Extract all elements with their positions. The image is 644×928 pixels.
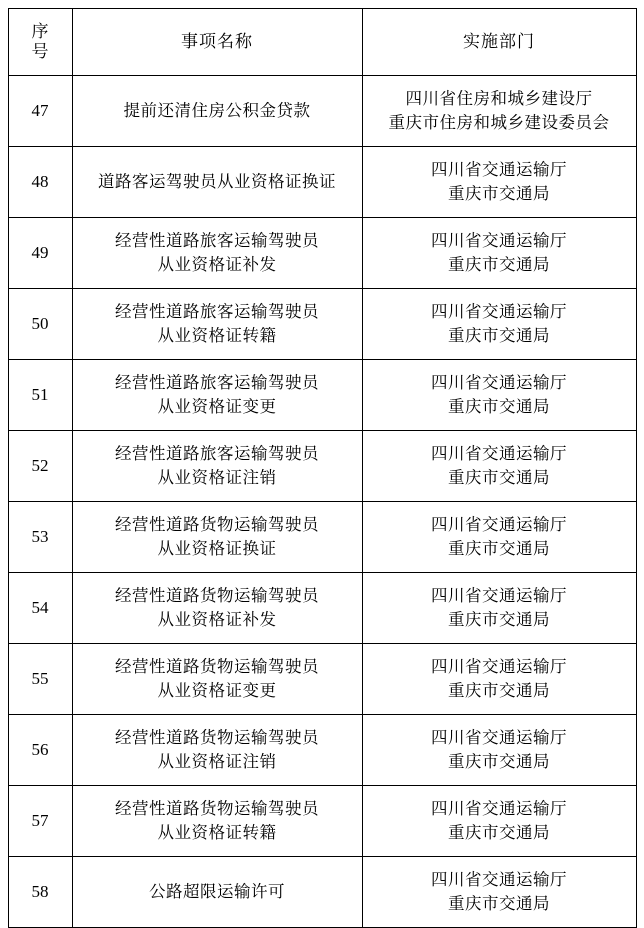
table-header-row <box>8 9 636 76</box>
table-row <box>8 147 636 218</box>
row-index: 52 <box>8 431 72 502</box>
department-line: 四川省交通运输厅 <box>431 160 567 180</box>
column-header-index-line-2: 号 <box>31 42 49 61</box>
department-line: 重庆市交通局 <box>448 397 550 416</box>
row-department <box>362 431 636 502</box>
row-matter-name <box>72 76 362 147</box>
matter-name-line: 从业资格证补发 <box>157 255 277 274</box>
matter-name-line: 经营性道路货物运输驾驶员 <box>115 586 319 606</box>
row-index: 56 <box>8 715 72 786</box>
row-matter-name <box>72 218 362 289</box>
department-line: 重庆市交通局 <box>448 326 550 345</box>
department-line: 四川省交通运输厅 <box>431 799 567 819</box>
row-department <box>362 573 636 644</box>
column-header-name: 事项名称 <box>72 9 362 76</box>
table-row <box>8 715 636 786</box>
matter-name-line: 公路超限运输许可 <box>149 882 285 902</box>
row-index: 51 <box>8 360 72 431</box>
row-matter-name <box>72 786 362 857</box>
table-row <box>8 857 636 928</box>
row-matter-name <box>72 857 362 928</box>
matters-table <box>8 8 637 928</box>
matter-name-line: 从业资格证注销 <box>157 468 277 487</box>
column-header-dept: 实施部门 <box>362 9 636 76</box>
matter-name-line: 道路客运驾驶员从业资格证换证 <box>98 172 336 192</box>
matter-name-line: 经营性道路货物运输驾驶员 <box>115 799 319 819</box>
department-line: 四川省交通运输厅 <box>431 231 567 251</box>
matter-name-line: 经营性道路货物运输驾驶员 <box>115 728 319 748</box>
row-matter-name <box>72 644 362 715</box>
department-line: 重庆市交通局 <box>448 255 550 274</box>
department-line: 四川省交通运输厅 <box>431 373 567 393</box>
row-matter-name <box>72 431 362 502</box>
matter-name-line: 从业资格证转籍 <box>157 823 277 842</box>
department-line: 重庆市交通局 <box>448 681 550 700</box>
row-department <box>362 147 636 218</box>
matter-name-line: 提前还清住房公积金贷款 <box>123 101 311 121</box>
table-row <box>8 76 636 147</box>
table-header <box>8 9 636 76</box>
row-index: 47 <box>8 76 72 147</box>
department-line: 重庆市住房和城乡建设委员会 <box>388 113 610 132</box>
table-body <box>8 76 636 928</box>
row-department <box>362 76 636 147</box>
department-line: 重庆市交通局 <box>448 752 550 771</box>
department-line: 重庆市交通局 <box>448 823 550 842</box>
table-row <box>8 786 636 857</box>
row-department <box>362 644 636 715</box>
department-line: 四川省交通运输厅 <box>431 444 567 464</box>
department-line: 重庆市交通局 <box>448 184 550 203</box>
row-index: 55 <box>8 644 72 715</box>
matter-name-line: 经营性道路旅客运输驾驶员 <box>115 302 319 322</box>
row-department <box>362 502 636 573</box>
row-matter-name <box>72 147 362 218</box>
row-matter-name <box>72 715 362 786</box>
department-line: 重庆市交通局 <box>448 539 550 558</box>
row-index: 57 <box>8 786 72 857</box>
matter-name-line: 经营性道路货物运输驾驶员 <box>115 515 319 535</box>
row-index: 53 <box>8 502 72 573</box>
department-line: 重庆市交通局 <box>448 610 550 629</box>
matter-name-line: 经营性道路旅客运输驾驶员 <box>115 444 319 464</box>
row-department <box>362 715 636 786</box>
department-line: 重庆市交通局 <box>448 894 550 913</box>
row-department <box>362 360 636 431</box>
matter-name-line: 经营性道路旅客运输驾驶员 <box>115 373 319 393</box>
row-index: 50 <box>8 289 72 360</box>
department-line: 重庆市交通局 <box>448 468 550 487</box>
table-row <box>8 218 636 289</box>
department-line: 四川省交通运输厅 <box>431 657 567 677</box>
table-row <box>8 502 636 573</box>
row-department <box>362 857 636 928</box>
row-department <box>362 786 636 857</box>
table-row <box>8 431 636 502</box>
column-header-index <box>8 9 72 76</box>
matter-name-line: 从业资格证注销 <box>157 752 277 771</box>
row-department <box>362 218 636 289</box>
department-line: 四川省交通运输厅 <box>431 870 567 890</box>
matter-name-line: 从业资格证转籍 <box>157 326 277 345</box>
department-line: 四川省住房和城乡建设厅 <box>405 89 593 109</box>
row-matter-name <box>72 573 362 644</box>
row-matter-name <box>72 360 362 431</box>
matter-name-line: 从业资格证换证 <box>157 539 277 558</box>
matter-name-line: 从业资格证补发 <box>157 610 277 629</box>
matter-name-line: 从业资格证变更 <box>157 397 277 416</box>
table-row <box>8 644 636 715</box>
matter-name-line: 从业资格证变更 <box>157 681 277 700</box>
matter-name-line: 经营性道路旅客运输驾驶员 <box>115 231 319 251</box>
department-line: 四川省交通运输厅 <box>431 515 567 535</box>
row-department <box>362 289 636 360</box>
column-header-index-line-1: 序 <box>31 22 49 42</box>
department-line: 四川省交通运输厅 <box>431 302 567 322</box>
department-line: 四川省交通运输厅 <box>431 586 567 606</box>
table-row <box>8 360 636 431</box>
row-matter-name <box>72 289 362 360</box>
row-index: 58 <box>8 857 72 928</box>
matter-name-line: 经营性道路货物运输驾驶员 <box>115 657 319 677</box>
department-line: 四川省交通运输厅 <box>431 728 567 748</box>
table-row <box>8 573 636 644</box>
row-index: 49 <box>8 218 72 289</box>
row-index: 54 <box>8 573 72 644</box>
row-matter-name <box>72 502 362 573</box>
table-row <box>8 289 636 360</box>
row-index: 48 <box>8 147 72 218</box>
